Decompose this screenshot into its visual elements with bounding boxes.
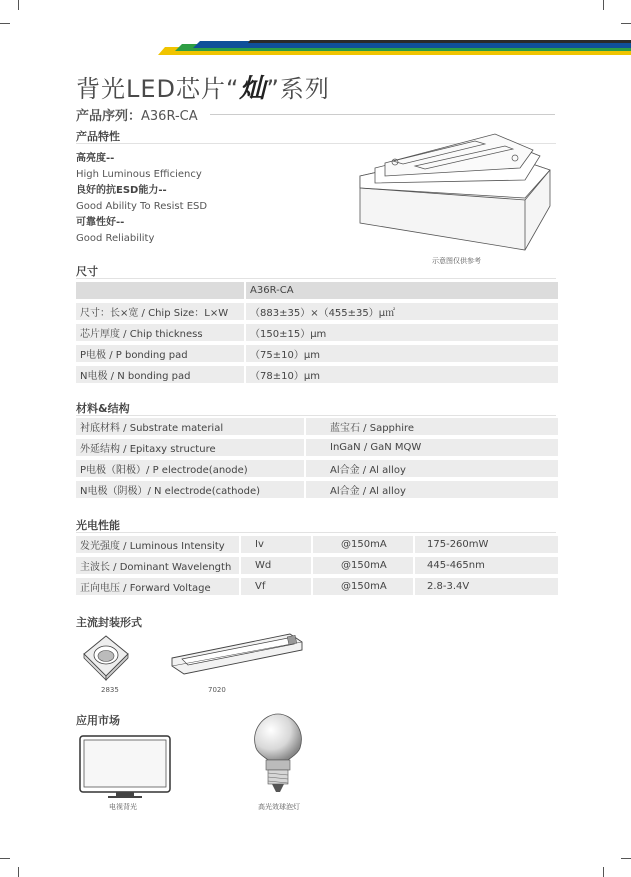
crop-mark [603,867,604,877]
page-title: 背光LED芯片“灿”系列 [76,74,330,104]
section-heading-packages: 主流封装形式 [76,616,142,629]
table-row: 发光强度 / Luminous Intensity Iv @150mA 175-260mW [76,536,558,553]
header-stripes [0,40,631,56]
package-caption: 7020 [208,686,226,694]
table-row: 尺寸：长×宽 / Chip Size：L×W （883±35）×（455±35）μ㎡ [76,303,558,320]
table-row: 正向电压 / Forward Voltage Vf @150mA 2.8-3.4V [76,578,558,595]
divider [210,114,555,115]
crop-mark [0,858,10,859]
brand-mark: 灿 [239,74,267,104]
table-row: N电极 / N bonding pad （78±10）μm [76,366,558,383]
section-heading-materials: 材料&结构 [76,402,130,415]
crop-mark [603,0,604,10]
section-heading-features: 产品特性 [76,130,120,143]
section-heading-dimensions: 尺寸 [76,265,98,278]
crop-mark [621,858,631,859]
feature-list: 高亮度-- High Luminous Efficiency 良好的抗ESD能力-- Good Ability To Resist ESD 可靠性好-- Good Reliability [76,153,208,244]
crop-mark [18,867,19,877]
materials-table [76,414,558,502]
optics-table [76,532,558,599]
section-heading-optics: 光电性能 [76,519,120,532]
table-row: 衬底材料 / Substrate material 蓝宝石 / Sapphire [76,418,558,435]
table-row: P电极（阳极）/ P electrode(anode) Al合金 / Al alloy [76,460,558,477]
table-row: A36R-CA [76,282,558,299]
section-heading-applications: 应用市场 [76,714,120,727]
application-caption: 高光效球泡灯 [258,803,300,811]
crop-mark [0,23,10,24]
bulb-illustration [248,712,308,798]
tv-illustration [78,734,173,800]
application-caption: 电视背光 [109,803,137,811]
image-caption: 示意图仅供参考 [432,257,481,265]
package-2835-illustration [80,632,132,684]
table-row: 外延结构 / Epitaxy structure InGaN / GaN MQW [76,439,558,456]
crop-mark [621,23,631,24]
table-row: 芯片厚度 / Chip thickness （150±15）μm [76,324,558,341]
crop-mark [18,0,19,10]
table-row: 主波长 / Dominant Wavelength Wd @150mA 445-465nm [76,557,558,574]
product-series: 产品序列：A36R-CA [76,109,198,124]
chip-illustration [355,128,555,253]
package-7020-illustration [170,630,305,680]
package-caption: 2835 [101,686,119,694]
table-row: N电极（阴极）/ N electrode(cathode) Al合金 / Al alloy [76,481,558,498]
dimensions-table [76,278,558,387]
table-row: P电极 / P bonding pad （75±10）μm [76,345,558,362]
